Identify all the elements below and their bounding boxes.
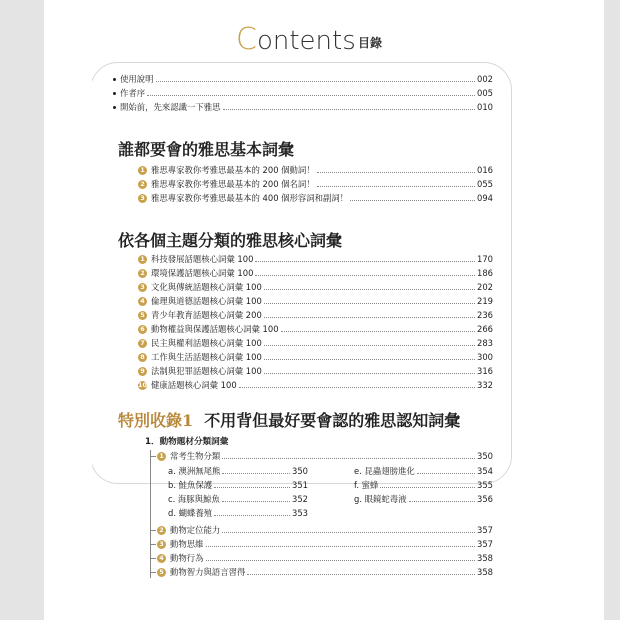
bullet-icon xyxy=(113,92,116,95)
page-header xyxy=(0,22,620,62)
dot-leader xyxy=(417,473,475,474)
toc-entry-page: 236 xyxy=(477,310,493,320)
number-badge-icon: 4 xyxy=(138,297,147,306)
number-badge-icon: 3 xyxy=(138,283,147,292)
toc-entry-label: 雅思專家教你考雅思最基本的 200 個動詞！ xyxy=(151,165,315,175)
contents-title-initial: C xyxy=(236,22,257,57)
toc-entry-page: 010 xyxy=(477,102,493,112)
toc-entry-page: 055 xyxy=(477,179,493,189)
toc-entry-page: 005 xyxy=(477,88,493,98)
toc-entry[interactable] xyxy=(138,191,493,205)
dot-leader xyxy=(409,501,475,502)
number-badge-icon: 7 xyxy=(138,339,147,348)
number-badge-icon: 2 xyxy=(157,526,166,535)
toc-entry-label: 文化與傳統話題核心詞彙 100 xyxy=(151,282,262,292)
dot-leader xyxy=(281,331,475,332)
left-margin-band xyxy=(0,0,44,620)
toc-entry-label: 科技發展話題核心詞彙 100 xyxy=(151,254,254,264)
toc-entry-page: 356 xyxy=(477,494,493,504)
toc-entry[interactable] xyxy=(157,523,493,537)
toc-entry-page: 094 xyxy=(477,193,493,203)
toc-entry-label: 動物行為 xyxy=(170,553,204,563)
toc-entry-label: 雅思專家教你考雅思最基本的 200 個名詞！ xyxy=(151,179,315,189)
toc-entry[interactable] xyxy=(113,72,493,86)
toc-entry-label: 民主與權利話題核心詞彙 100 xyxy=(151,338,262,348)
dot-leader xyxy=(247,574,475,575)
tree-branch xyxy=(150,456,156,457)
toc-entry-label: a. 澳洲無尾熊 xyxy=(168,466,221,476)
toc-entry[interactable] xyxy=(138,294,493,308)
toc-entry-page: 357 xyxy=(477,539,493,549)
number-badge-icon: 5 xyxy=(157,568,166,577)
number-badge-icon: 8 xyxy=(138,353,147,362)
dot-leader xyxy=(264,303,475,304)
number-badge-icon: 5 xyxy=(138,311,147,320)
dot-leader xyxy=(350,200,475,201)
toc-entry[interactable] xyxy=(138,322,493,336)
dot-leader xyxy=(380,487,475,488)
section-heading: 依各個主題分類的雅思核心詞彙 xyxy=(118,231,343,250)
toc-entry[interactable] xyxy=(138,280,493,294)
dot-leader xyxy=(264,359,475,360)
toc-entry-label: 動物權益與保護話題核心詞彙 100 xyxy=(151,324,279,334)
number-badge-icon: 3 xyxy=(138,194,147,203)
toc-entry-page: 170 xyxy=(477,254,493,264)
toc-entry-label: d. 蝴蝶養殖 xyxy=(168,508,213,518)
toc-entry-label: 倫理與道德話題核心詞彙 100 xyxy=(151,296,262,306)
toc-entry-label: 常考生物分類 xyxy=(170,451,221,461)
dot-leader xyxy=(264,345,475,346)
toc-entry[interactable] xyxy=(157,551,493,565)
toc-entry-page: 358 xyxy=(477,553,493,563)
number-badge-icon: 2 xyxy=(138,180,147,189)
toc-entry-label: 法制與犯罪話題核心詞彙 100 xyxy=(151,366,262,376)
dot-leader xyxy=(264,317,475,318)
toc-entry-label: 健康話題核心詞彙 100 xyxy=(151,380,237,390)
dot-leader xyxy=(206,560,476,561)
dot-leader xyxy=(222,473,290,474)
toc-entry-page: 202 xyxy=(477,282,493,292)
dot-leader xyxy=(317,172,475,173)
special-heading-text: 不用背但最好要會認的雅思認知詞彙 xyxy=(204,411,461,430)
number-badge-icon: 4 xyxy=(157,554,166,563)
toc-entry-label: c. 海豚與鯨魚 xyxy=(168,494,220,504)
toc-entry[interactable] xyxy=(168,478,308,492)
contents-subtitle: 目錄 xyxy=(358,36,383,50)
toc-entry[interactable] xyxy=(138,364,493,378)
toc-entry[interactable] xyxy=(138,177,493,191)
toc-entry-label: 動物定位能力 xyxy=(170,525,221,535)
dot-leader xyxy=(214,487,290,488)
number-badge-icon: 10 xyxy=(138,380,148,389)
toc-entry-label: 使用說明 xyxy=(120,74,154,84)
toc-entry-label: 動物智力與語言習得 xyxy=(170,567,246,577)
toc-entry[interactable] xyxy=(354,464,493,478)
tree-branch xyxy=(150,544,156,545)
toc-entry[interactable] xyxy=(168,464,308,478)
toc-entry-label: 作者序 xyxy=(120,88,146,98)
dot-leader xyxy=(222,458,475,459)
dot-leader xyxy=(206,546,476,547)
dot-leader xyxy=(317,186,475,187)
bullet-icon xyxy=(113,106,116,109)
tree-branch xyxy=(150,530,156,531)
toc-entry[interactable] xyxy=(138,163,493,177)
toc-entry-page: 358 xyxy=(477,567,493,577)
toc-entry[interactable] xyxy=(168,492,308,506)
toc-entry-label: b. 鮭魚保護 xyxy=(168,480,213,490)
number-badge-icon: 1 xyxy=(157,452,166,461)
toc-entry-label: f. 蜜蜂 xyxy=(354,480,379,490)
number-badge-icon: 1 xyxy=(138,255,147,264)
tree-branch xyxy=(150,558,156,559)
number-badge-icon: 9 xyxy=(138,367,147,376)
dot-leader xyxy=(255,261,475,262)
toc-entry[interactable] xyxy=(354,478,493,492)
right-margin-band xyxy=(604,0,620,620)
toc-entry-label: 開始前，先來認識一下雅思 xyxy=(120,102,221,112)
toc-entry-label: e. 昆蟲翅膀進化 xyxy=(354,466,415,476)
toc-entry-label: 環境保護話題核心詞彙 100 xyxy=(151,268,254,278)
contents-title xyxy=(236,22,356,57)
toc-entry[interactable] xyxy=(113,100,493,114)
dot-leader xyxy=(222,501,290,502)
dot-leader xyxy=(214,515,290,516)
bullet-icon xyxy=(113,78,116,81)
toc-entry[interactable] xyxy=(157,565,493,579)
toc-entry-page: 316 xyxy=(477,366,493,376)
dot-leader xyxy=(255,275,475,276)
toc-entry-page: 355 xyxy=(477,480,493,490)
toc-entry[interactable] xyxy=(138,252,493,266)
toc-entry[interactable] xyxy=(138,308,493,322)
number-badge-icon: 6 xyxy=(138,325,147,334)
toc-entry-page: 354 xyxy=(477,466,493,476)
toc-entry-page: 002 xyxy=(477,74,493,84)
sub-heading: 1．動物題材分類詞彙 xyxy=(145,437,229,447)
toc-entry-page: 016 xyxy=(477,165,493,175)
toc-entry-page: 219 xyxy=(477,296,493,306)
toc-entry-page: 357 xyxy=(477,525,493,535)
dot-leader xyxy=(264,289,475,290)
toc-entry-label: 青少年教育話題核心詞彙 200 xyxy=(151,310,262,320)
content-frame-fill xyxy=(44,62,92,482)
toc-entry-page: 283 xyxy=(477,338,493,348)
special-heading xyxy=(118,408,460,431)
toc-entry[interactable] xyxy=(113,86,493,100)
toc-entry-page: 300 xyxy=(477,352,493,362)
toc-entry[interactable] xyxy=(138,266,493,280)
tree-branch xyxy=(150,572,156,573)
toc-entry[interactable] xyxy=(168,506,308,520)
toc-entry-page: 351 xyxy=(292,480,308,490)
number-badge-icon: 1 xyxy=(138,166,147,175)
number-badge-icon: 2 xyxy=(138,269,147,278)
dot-leader xyxy=(264,373,475,374)
toc-entry-page: 266 xyxy=(477,324,493,334)
toc-entry[interactable] xyxy=(157,537,493,551)
toc-entry-label: 雅思專家教你考雅思最基本的 400 個形容詞和副詞！ xyxy=(151,193,349,203)
toc-entry[interactable] xyxy=(138,350,493,364)
dot-leader xyxy=(222,532,475,533)
toc-entry-label: 工作與生活話題核心詞彙 100 xyxy=(151,352,262,362)
toc-entry-page: 332 xyxy=(477,380,493,390)
toc-entry[interactable] xyxy=(138,378,493,392)
toc-entry-page: 353 xyxy=(292,508,308,518)
toc-entry-label: g. 眼鏡蛇毒液 xyxy=(354,494,407,504)
toc-entry[interactable] xyxy=(354,492,493,506)
toc-entry-label: 動物思維 xyxy=(170,539,204,549)
toc-entry-page: 186 xyxy=(477,268,493,278)
dot-leader xyxy=(147,95,475,96)
toc-entry[interactable] xyxy=(138,336,493,350)
toc-entry-page: 350 xyxy=(292,466,308,476)
toc-entry-page: 352 xyxy=(292,494,308,504)
special-heading-prefix: 特別收錄1 xyxy=(118,411,194,430)
dot-leader xyxy=(223,109,476,110)
toc-entry-page: 350 xyxy=(477,451,493,461)
contents-title-rest: ontents xyxy=(256,26,356,56)
dot-leader xyxy=(239,387,475,388)
number-badge-icon: 3 xyxy=(157,540,166,549)
dot-leader xyxy=(156,81,476,82)
section-heading: 誰都要會的雅思基本詞彙 xyxy=(118,140,295,159)
toc-entry[interactable] xyxy=(157,449,493,463)
